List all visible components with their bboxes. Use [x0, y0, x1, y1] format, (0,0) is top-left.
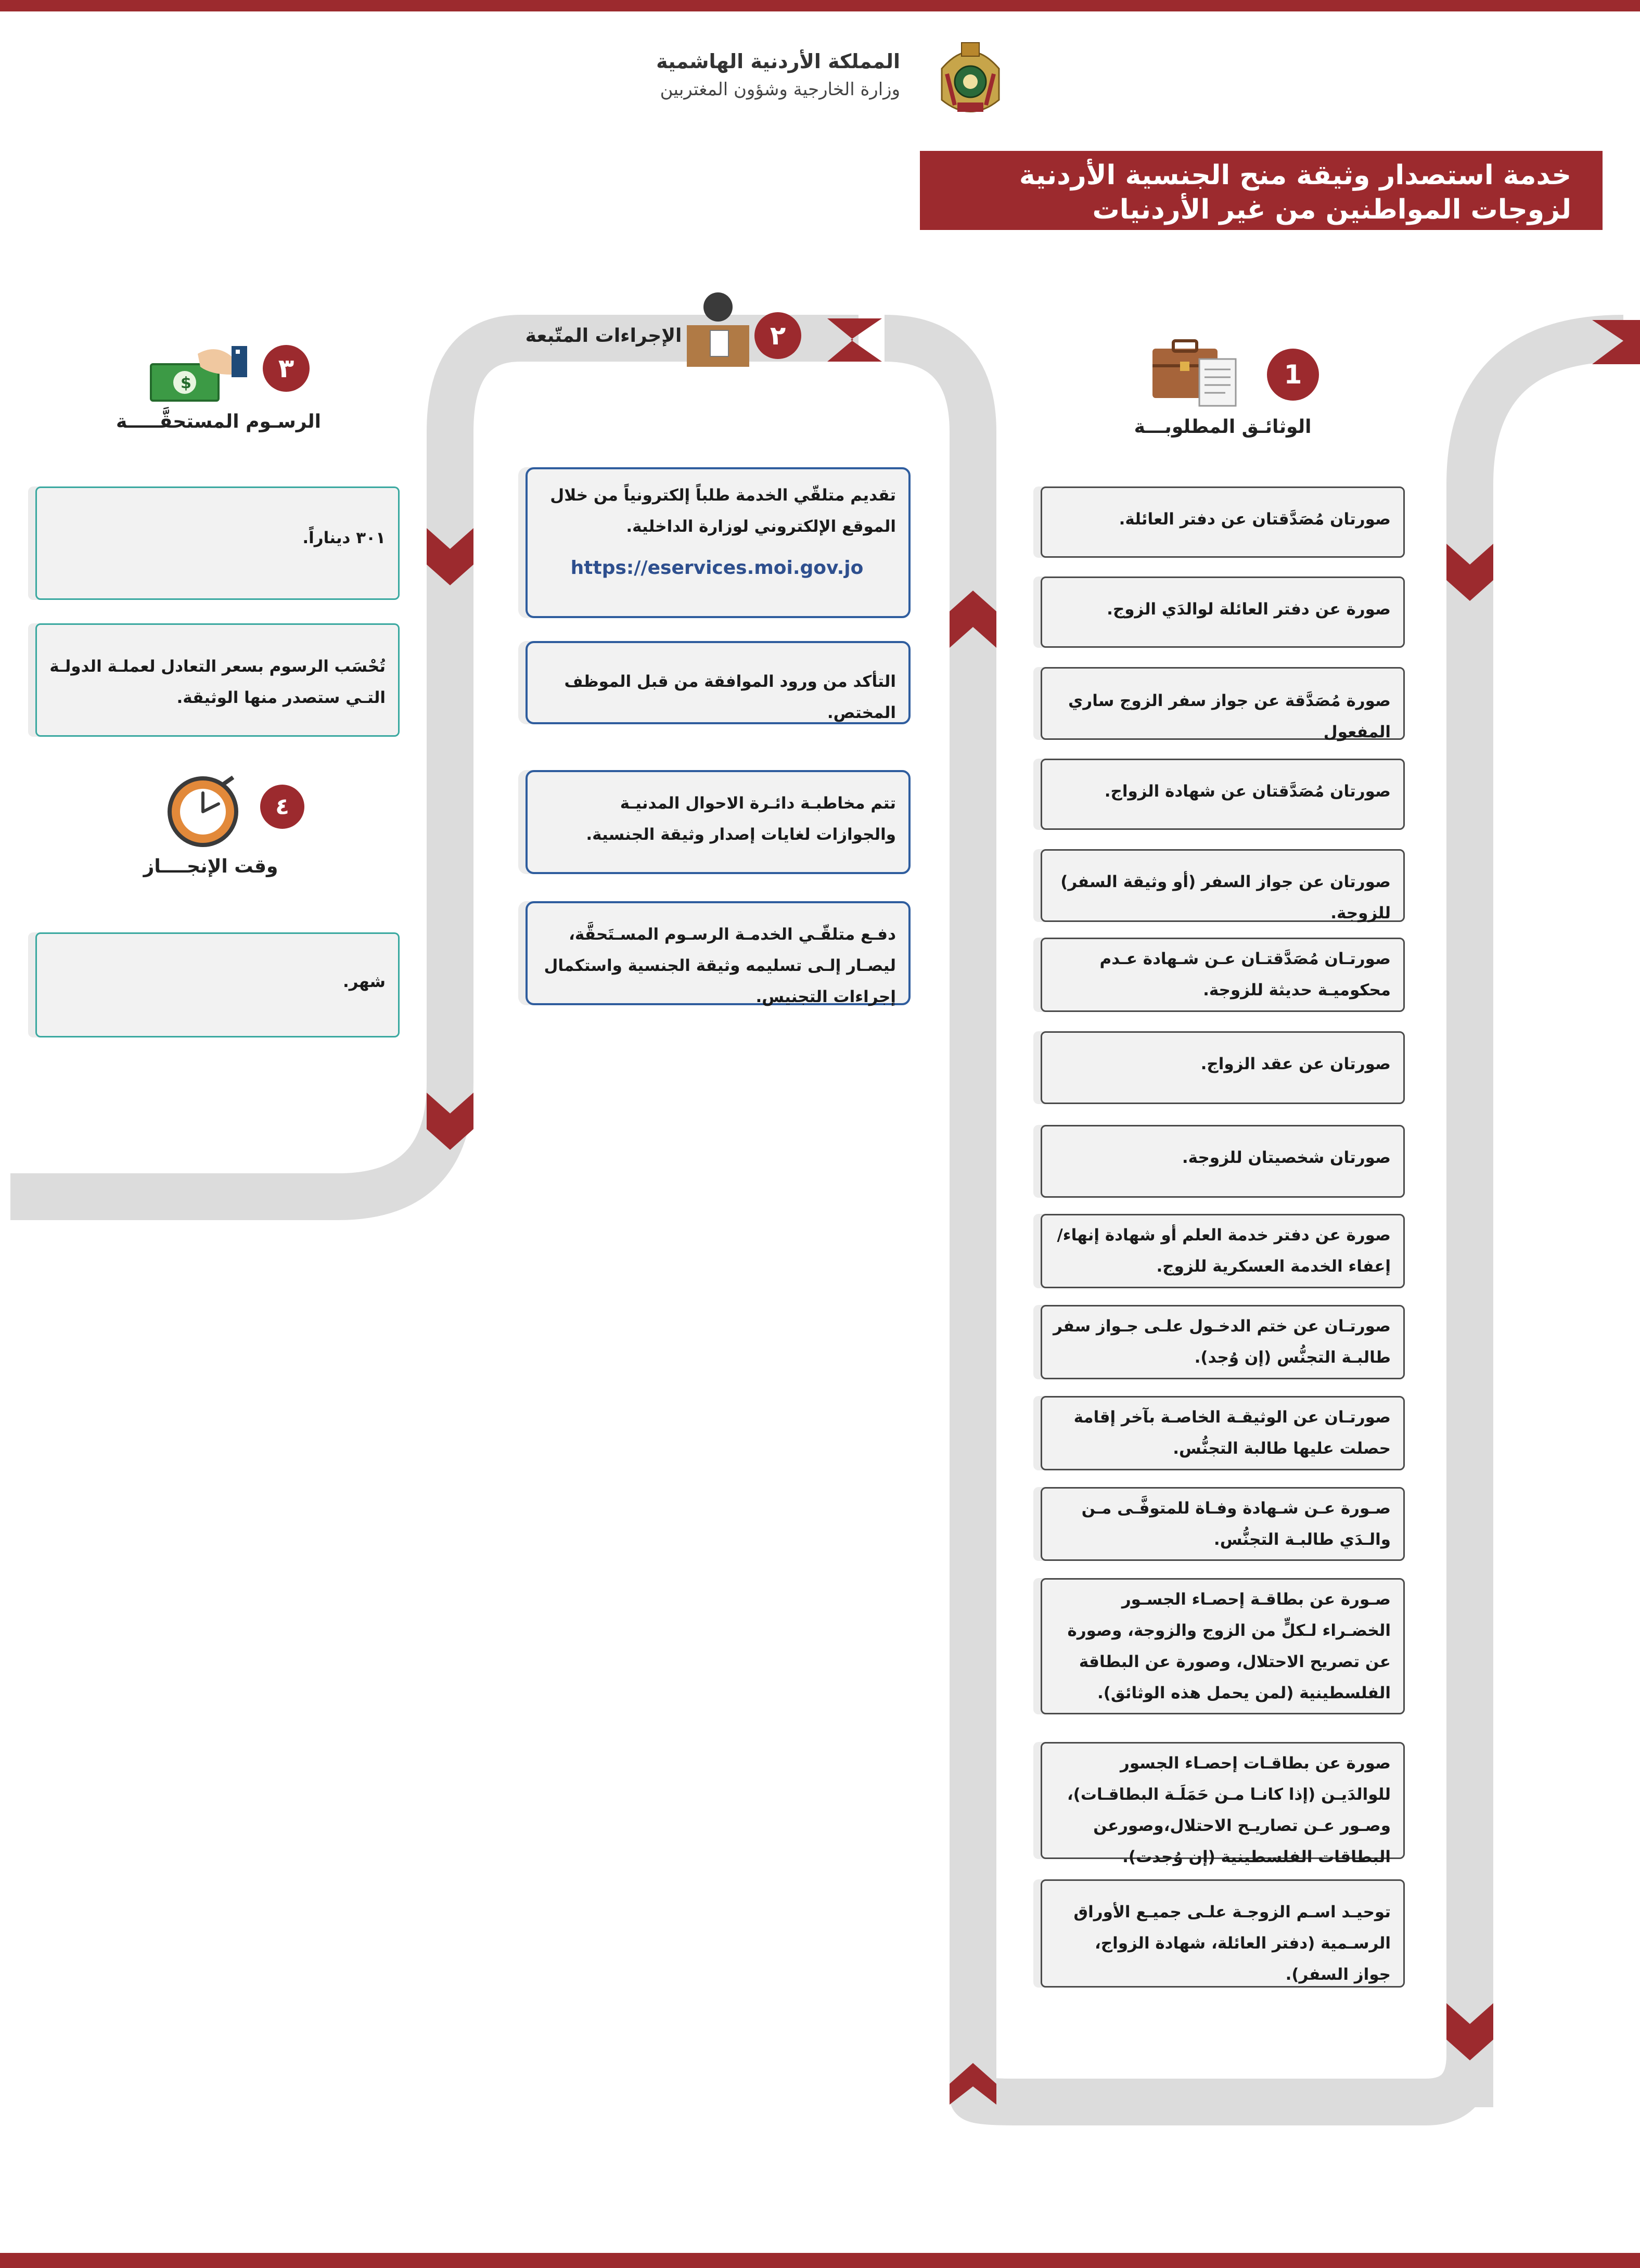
section-title-time: وقت الإنجــــاز	[143, 856, 278, 877]
document-item: صـورة عن بطاقـة إحصـاء الجسـور الخضـراء لـكلٍّ من الزوج والزوجة، وصورة عن تصريح الاحتلال، وصورة عن البطاقة الفلسطينية (لمن يحمل هذه الوثائق).	[1041, 1578, 1405, 1714]
document-item: توحيـد اسـم الزوجـة علـى جميـع الأوراق الرسـمية (دفتر العائلة، شهادة الزواج، جواز السفر).	[1041, 1879, 1405, 1988]
document-item: صورتـان عن ختم الدخـول علـى جـواز سفر طالبـة التجنُّس (إن وُجد).	[1041, 1305, 1405, 1379]
document-item: صورتان عن جواز السفر (أو وثيقة السفر) للزوجة.	[1041, 849, 1405, 922]
bottom-bar	[0, 2253, 1640, 2268]
document-item: صورتان شخصيتان للزوجة.	[1041, 1125, 1405, 1198]
document-item: صورة عن بطاقـات إحصـاء الجسور للوالدَيـن (إذا كانـا مـن حَمَلَـة البطاقـات)، وصـور عـن تصاريـح الاحتلال،وصورعن البطاقات الفلسطينية (إن وُجدت).	[1041, 1742, 1405, 1859]
document-item: صورتـان مُصَدَّقتـان عـن شـهادة عـدم محكوميـة حديثة للزوجة.	[1041, 938, 1405, 1012]
procedure-step: دفـع متلقّـي الخدمـة الرسـوم المسـتَحقَّة، ليصـار إلـى تسليمه وثيقة الجنسية واستكمال إجراءات التجنيس.	[526, 901, 911, 1005]
section-number-procedures: ٢	[754, 312, 801, 359]
moi-eservices-link[interactable]: https://eservices.moi.gov.jo	[570, 557, 864, 579]
ministry-name: وزارة الخارجية وشؤون المغتربين	[660, 79, 900, 100]
procedure-step: التأكد من ورود الموافقة من قبل الموظف المختص.	[526, 641, 911, 724]
briefcase-documents-icon	[1150, 336, 1244, 408]
section-title-documents: الوثائـق المطلوبـــة	[1134, 416, 1312, 438]
procedure-step-text: تقديم متلقّي الخدمة طلباً إلكترونياً من خلال الموقع الإلكتروني لوزارة الداخلية.	[550, 486, 896, 536]
document-item: صورتان مُصَدَّقتان عن دفتر العائلة.	[1041, 486, 1405, 558]
document-item: صورة مُصَدَّقة عن جواز سفر الزوج ساري المفعول	[1041, 667, 1405, 740]
document-item: صورة عن دفتر خدمة العلم أو شهادة إنهاء/ إعفاء الخدمة العسكرية للزوج.	[1041, 1214, 1405, 1288]
fee-amount: ٣٠١ ديناراً.	[35, 486, 400, 600]
employee-desk-icon	[687, 289, 749, 367]
procedure-step	[526, 467, 911, 618]
page-title: خدمة استصدار وثيقة منح الجنسية الأردنية لزوجات المواطنين من غير الأردنيات	[920, 151, 1603, 230]
document-item: صـورة عـن شـهادة وفـاة للمتوفَّـى مـن والـدَي طالبـة التجنُّس.	[1041, 1487, 1405, 1561]
section-title-fees: الرسـوم المستحقَّـــــة	[116, 411, 321, 432]
section-number-time: ٤	[260, 785, 304, 829]
fee-note: تُحْسَب الرسوم بسعر التعادل لعملـة الدولـة التـي ستصدر منها الوثيقة.	[35, 623, 400, 737]
section-title-procedures: الإجراءات المتّبعة	[525, 325, 682, 347]
document-item: صورتـان عن الوثيقـة الخاصـة بآخر إقامة حصلت عليها طالبة التجنُّس.	[1041, 1396, 1405, 1470]
document-item: صورة عن دفتر العائلة لوالدَي الزوج.	[1041, 576, 1405, 648]
kingdom-name: المملكة الأردنية الهاشمية	[656, 50, 900, 73]
clock-icon	[166, 775, 239, 848]
document-item: صورتان عن عقد الزواج.	[1041, 1031, 1405, 1104]
completion-time: شهر.	[35, 932, 400, 1037]
money-hand-icon	[148, 343, 252, 406]
document-item: صورتان مُصَدَّقتان عن شهادة الزواج.	[1041, 759, 1405, 830]
section-number-fees: ٣	[263, 345, 310, 392]
svg-text:$: $	[181, 374, 191, 392]
section-number-documents: 1	[1267, 349, 1319, 401]
procedure-step: تتم مخاطبـة دائـرة الاحوال المدنيـة والجوازات لغايات إصدار وثيقة الجنسية.	[526, 770, 911, 874]
